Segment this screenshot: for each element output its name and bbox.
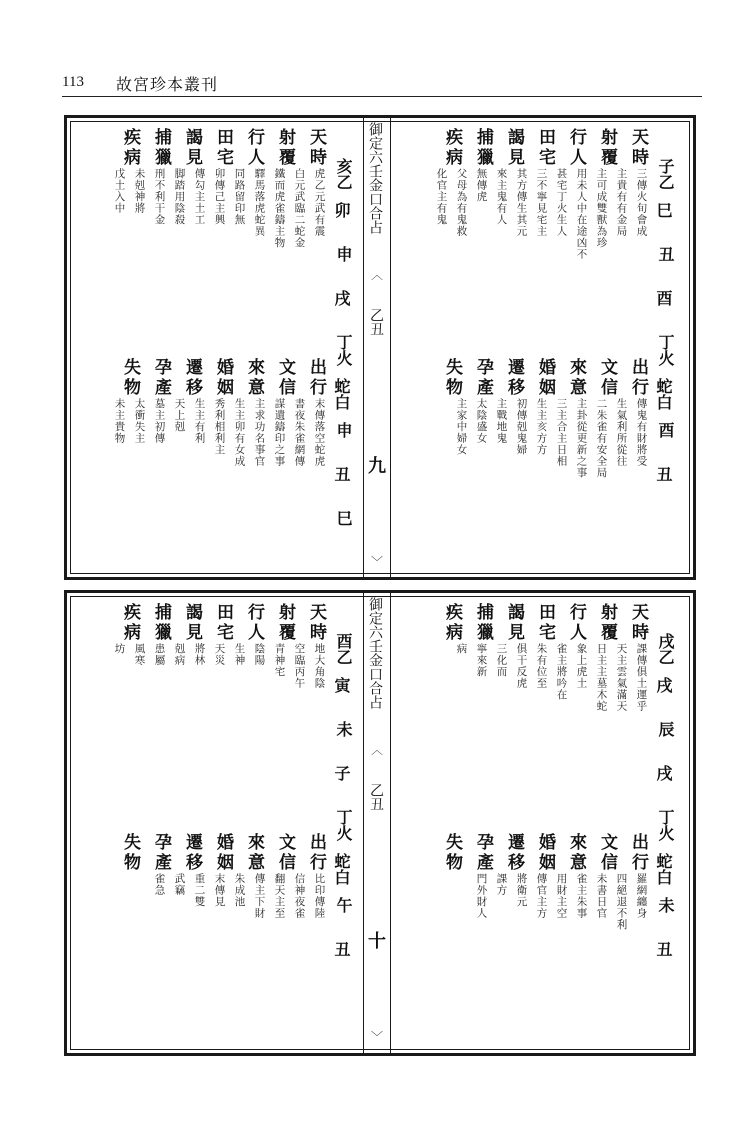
ganzhi-marker: 酉乙 <box>334 633 353 665</box>
verse-column: 用未人中在途凶不 <box>575 168 588 260</box>
folio-number: 九 <box>368 456 386 477</box>
ganzhi-marker: 丁火 <box>334 809 353 841</box>
verse-column: 生神 <box>233 643 246 666</box>
verse-column: 羅網纏身 <box>635 873 648 919</box>
verse-column: 陰陽 <box>253 643 266 666</box>
ganzhi-marker: 蛇白 <box>654 378 673 410</box>
verse-column: 信神夜雀 <box>293 873 306 919</box>
section-heading: 捕獵 <box>151 603 171 643</box>
section-heading: 射覆 <box>275 603 295 643</box>
verse-column: 雀主朱事 <box>575 873 588 919</box>
ganzhi-marker: 未 <box>334 721 353 737</box>
verse-column: 主家中婦女 <box>455 398 468 456</box>
verse-column: 刑不利干金 <box>153 168 166 226</box>
verse-column: 俱干反虎 <box>515 643 528 689</box>
verse-column: 三傳火旬會成 <box>635 168 648 237</box>
verse-column: 三主合主日相 <box>555 398 568 467</box>
verse-column: 無傳虎 <box>475 168 488 203</box>
verse-column: 戊土入中 <box>113 168 126 214</box>
verse-column: 朱有位至 <box>535 643 548 689</box>
section-heading: 婚姻 <box>213 358 233 398</box>
section-heading: 行人 <box>244 128 264 168</box>
page-number: 113 <box>62 74 84 90</box>
verse-column: 門外財人 <box>475 873 488 919</box>
verse-column: 生氣利所從往 <box>615 398 628 467</box>
ganzhi-marker: 酉 <box>654 290 673 306</box>
verse-column: 剋病 <box>173 643 186 666</box>
verse-column: 生主卯有女成 <box>233 398 246 467</box>
verse-column: 天主雲氣滿天 <box>615 643 628 712</box>
verse-column: 將林 <box>193 643 206 666</box>
ganzhi-marker: 申 <box>334 246 353 262</box>
verse-column: 傳勾主土工 <box>193 168 206 226</box>
verse-column: 白元武臨二蛇金 <box>293 168 306 249</box>
verse-column: 風寒 <box>133 643 146 666</box>
section-heading: 謁見 <box>182 603 202 643</box>
section-heading: 出行 <box>306 358 326 398</box>
section-heading: 失物 <box>120 358 140 398</box>
section-heading: 遷移 <box>182 833 202 873</box>
header-rule <box>62 96 702 97</box>
ganzhi-marker: 丑 <box>654 466 673 482</box>
section-heading: 婚姻 <box>535 833 555 873</box>
verse-column: 傳官主方 <box>535 873 548 919</box>
verse-column: 虎乙元武有震 <box>313 168 326 237</box>
verse-column: 太衝失主 <box>133 398 146 444</box>
verse-column: 地大角陰 <box>313 643 326 689</box>
verse-column: 同路留印無 <box>233 168 246 226</box>
section-heading: 捕獵 <box>473 128 493 168</box>
ganzhi-marker: 蛇白 <box>654 853 673 885</box>
verse-column: 雀主將吟在 <box>555 643 568 701</box>
verse-column: 甚宅丁火生人 <box>555 168 568 237</box>
section-heading: 失物 <box>120 833 140 873</box>
section-heading: 失物 <box>442 833 462 873</box>
ganzhi-marker: 戌 <box>654 677 673 693</box>
section-heading: 出行 <box>628 833 648 873</box>
section-heading: 田宅 <box>535 128 555 168</box>
ganzhi-marker: 丑 <box>332 466 351 482</box>
section-heading: 文信 <box>275 358 295 398</box>
lower-center-gutter <box>363 593 391 1053</box>
verse-column: 謀遺鑄印之事 <box>273 398 286 467</box>
section-heading: 文信 <box>597 833 617 873</box>
fishtail-mark: ︿ <box>371 743 384 757</box>
verse-column: 化官主有鬼 <box>435 168 448 226</box>
gutter-sub: 乙丑 <box>368 783 384 811</box>
ganzhi-marker: 辰 <box>656 721 675 737</box>
verse-column: 鐵而虎雀鑄主物 <box>273 168 286 249</box>
upper-center-gutter <box>363 118 391 577</box>
verse-column: 生主亥方方 <box>535 398 548 456</box>
verse-column: 生主有利 <box>193 398 206 444</box>
ganzhi-marker: 丁火 <box>334 334 353 366</box>
verse-column: 父母為有鬼救 <box>455 168 468 237</box>
verse-column: 將衛元 <box>515 873 528 908</box>
ganzhi-marker: 未 <box>656 897 675 913</box>
section-heading: 疾病 <box>442 603 462 643</box>
fishtail-mark: ﹀ <box>371 555 384 569</box>
verse-column: 重二雙 <box>193 873 206 908</box>
ganzhi-marker: 戌 <box>654 765 673 781</box>
ganzhi-marker: 丑 <box>656 246 675 262</box>
verse-column: 太陰盛女 <box>475 398 488 444</box>
section-heading: 射覆 <box>275 128 295 168</box>
ganzhi-marker: 巳 <box>334 510 353 526</box>
ganzhi-marker: 蛇白 <box>332 378 351 410</box>
section-heading: 天時 <box>628 128 648 168</box>
section-heading: 出行 <box>628 358 648 398</box>
verse-column: 墓主初傳 <box>153 398 166 444</box>
section-heading: 婚姻 <box>213 833 233 873</box>
section-heading: 捕獵 <box>151 128 171 168</box>
section-heading: 來意 <box>566 833 586 873</box>
verse-column: 未主貴物 <box>113 398 126 444</box>
section-heading: 來意 <box>244 833 264 873</box>
section-heading: 孕產 <box>151 358 171 398</box>
section-heading: 行人 <box>244 603 264 643</box>
section-heading: 孕產 <box>151 833 171 873</box>
section-heading: 天時 <box>628 603 648 643</box>
ganzhi-marker: 子 <box>332 765 351 781</box>
section-heading: 射覆 <box>597 603 617 643</box>
section-heading: 遷移 <box>182 358 202 398</box>
verse-column: 空臨丙午 <box>293 643 306 689</box>
section-heading: 文信 <box>275 833 295 873</box>
verse-column: 四絕退不利 <box>615 873 628 931</box>
section-heading: 來意 <box>566 358 586 398</box>
verse-column: 主貴有有金局 <box>615 168 628 237</box>
verse-column: 青神宅 <box>273 643 286 678</box>
verse-column: 患屬 <box>153 643 166 666</box>
verse-column: 坊 <box>113 643 126 655</box>
section-heading: 行人 <box>566 128 586 168</box>
verse-column: 卯傳己主興 <box>213 168 226 226</box>
section-heading: 遷移 <box>504 358 524 398</box>
ganzhi-marker: 戌乙 <box>656 633 675 665</box>
verse-column: 天災 <box>213 643 226 666</box>
ganzhi-marker: 卯 <box>332 202 351 218</box>
verse-column: 初傳剋鬼婦 <box>515 398 528 456</box>
fishtail-mark: ︿ <box>371 268 384 282</box>
gutter-sub: 乙丑 <box>368 308 384 336</box>
verse-column: 三化而 <box>495 643 508 678</box>
section-heading: 謁見 <box>182 128 202 168</box>
ganzhi-marker: 申 <box>334 422 353 438</box>
verse-column: 書夜朱雀網傳 <box>293 398 306 467</box>
section-heading: 田宅 <box>213 603 233 643</box>
verse-column: 未剋神將 <box>133 168 146 214</box>
ganzhi-marker: 丁火 <box>656 334 675 366</box>
verse-column: 病 <box>455 643 468 655</box>
ganzhi-marker: 丑 <box>332 941 351 957</box>
verse-column: 日主主墓木蛇 <box>595 643 608 712</box>
section-heading: 田宅 <box>213 128 233 168</box>
ganzhi-marker: 戌 <box>332 290 351 306</box>
section-heading: 失物 <box>442 358 462 398</box>
verse-column: 來主鬼有人 <box>495 168 508 226</box>
ganzhi-marker: 酉 <box>656 422 675 438</box>
section-heading: 天時 <box>306 603 326 643</box>
ganzhi-marker: 寅 <box>332 677 351 693</box>
folio-number: 十 <box>368 931 386 952</box>
section-heading: 謁見 <box>504 603 524 643</box>
verse-column: 翻天主至 <box>273 873 286 919</box>
verse-column: 寧來新 <box>475 643 488 678</box>
section-heading: 文信 <box>597 358 617 398</box>
verse-column: 主求功名事官 <box>253 398 266 467</box>
fishtail-mark: ﹀ <box>371 1030 384 1044</box>
section-heading: 謁見 <box>504 128 524 168</box>
verse-column: 未書日官 <box>595 873 608 919</box>
verse-column: 天上剋 <box>173 398 186 433</box>
section-heading: 孕產 <box>473 358 493 398</box>
verse-column: 驛馬落虎蛇異 <box>253 168 266 237</box>
section-heading: 疾病 <box>120 128 140 168</box>
verse-column: 用財主空 <box>555 873 568 919</box>
series-title: 故宮珍本叢刊 <box>116 75 219 94</box>
upper-panel <box>64 115 696 580</box>
ganzhi-marker: 丑 <box>654 941 673 957</box>
verse-column: 象上虎土 <box>575 643 588 689</box>
gutter-title: 御定六壬金口合占 <box>367 597 383 709</box>
ganzhi-marker: 亥乙 <box>334 158 353 190</box>
section-heading: 疾病 <box>120 603 140 643</box>
verse-column: 武竊 <box>173 873 186 896</box>
verse-column: 二朱雀有安全局 <box>595 398 608 479</box>
gutter-title: 御定六壬金口合占 <box>367 122 383 234</box>
verse-column: 主戰地鬼 <box>495 398 508 444</box>
verse-column: 主可成雙獸為珍 <box>595 168 608 249</box>
section-heading: 來意 <box>244 358 264 398</box>
section-heading: 射覆 <box>597 128 617 168</box>
verse-column: 比印傳陸 <box>313 873 326 919</box>
section-heading: 疾病 <box>442 128 462 168</box>
ganzhi-marker: 巳 <box>654 202 673 218</box>
verse-column: 朱成池 <box>233 873 246 908</box>
section-heading: 孕產 <box>473 833 493 873</box>
verse-column: 秀利相利主 <box>213 398 226 456</box>
section-heading: 捕獵 <box>473 603 493 643</box>
page-header <box>62 72 698 96</box>
verse-column: 三不寧見宅主 <box>535 168 548 237</box>
ganzhi-marker: 子乙 <box>656 158 675 190</box>
verse-column: 課傳俱土運乎 <box>635 643 648 712</box>
section-heading: 行人 <box>566 603 586 643</box>
section-heading: 田宅 <box>535 603 555 643</box>
section-heading: 婚姻 <box>535 358 555 398</box>
verse-column: 末傳落空蛇虎 <box>313 398 326 467</box>
lower-panel <box>64 590 696 1056</box>
section-heading: 出行 <box>306 833 326 873</box>
verse-column: 脚踏用陰殺 <box>173 168 186 226</box>
ganzhi-marker: 丁火 <box>656 809 675 841</box>
ganzhi-marker: 午 <box>334 897 353 913</box>
verse-column: 其方傳生其元 <box>515 168 528 237</box>
verse-column: 課方 <box>495 873 508 896</box>
verse-column: 主卦從更新之事 <box>575 398 588 479</box>
verse-column: 傳鬼有財將受 <box>635 398 648 467</box>
verse-column: 末傳見 <box>213 873 226 908</box>
section-heading: 遷移 <box>504 833 524 873</box>
verse-column: 雀急 <box>153 873 166 896</box>
section-heading: 天時 <box>306 128 326 168</box>
verse-column: 傳主下財 <box>253 873 266 919</box>
ganzhi-marker: 蛇白 <box>332 853 351 885</box>
